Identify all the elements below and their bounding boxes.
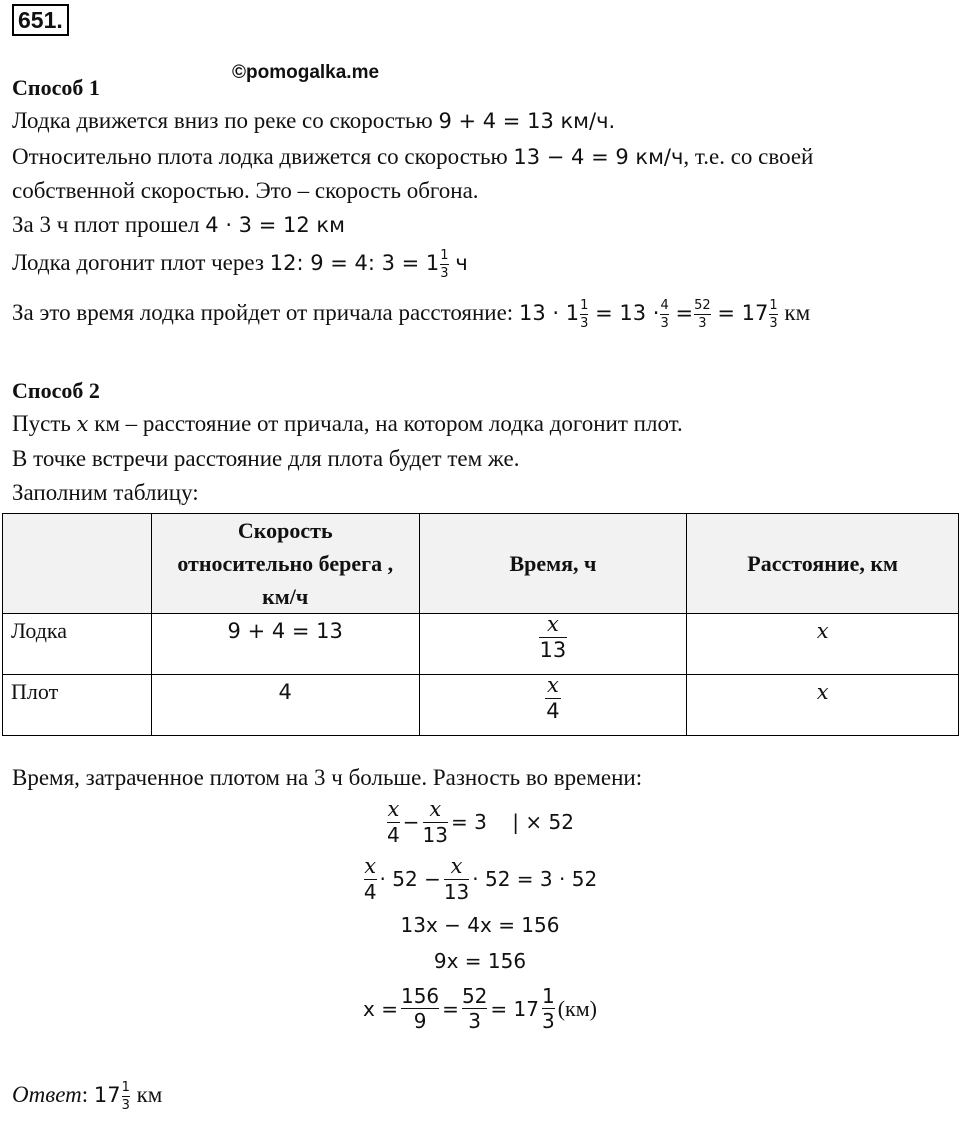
fraction-one-third: $\frac{1}{3}$ [769,298,778,332]
method2-line3: Заполним таблицу: [12,480,199,505]
speed-time-distance-table [2,513,959,736]
row-speed: 9 + 4 = 13 [151,614,419,675]
row-time: $\frac{x}{13}$ [419,614,687,675]
method1-line4: За 3 ч плот прошел 4 · 3 = 12 км [12,212,345,237]
row-distance: x [687,614,959,675]
table-header-time: Время, ч [419,514,687,614]
equation-3: 13x − 4x = 156 [400,913,560,937]
equation-1: $\frac{x}{4}$ − $\frac{x}{13}$ = 3 | × 52 [387,797,574,847]
method1-line2: Относительно плота лодка движется со скоростью 13 − 4 = 9 км/ч, т.е. со своей [12,144,814,169]
fraction-fiftytwo-thirds: $\frac{52}{3}$ [694,298,711,332]
equation-2: $\frac{x}{4}$ · 52 − $\frac{x}{13}$ · 52 = 3 · 52 [363,854,598,904]
row-speed: 4 [151,675,419,736]
row-label: Лодка [3,614,152,675]
method2-heading: Способ 2 [12,378,100,403]
solution-intro: Время, затраченное плотом на 3 ч больше. Разность во времени: [12,765,643,790]
table-row [3,614,959,675]
method1-line6: За это время лодка пройдет от причала расстояние: 13 · 1 $\frac{1}{3}$ = 13 · $\frac{4}{3}$ = $\frac{52}{3}$ = 17 $\frac{1}{3}$ км [12,298,811,332]
table-header-distance: Расстояние, км [687,514,959,614]
problem-number: 651. [12,4,69,36]
fraction-one-third: $\frac{1}{3}$ [121,1080,130,1114]
method1-line1: Лодка движется вниз по реке со скоростью 9 + 4 = 13 км/ч. [12,108,616,133]
answer-line: Ответ: 17 $\frac{1}{3}$ км [12,1080,163,1114]
table-header-row [3,514,959,614]
answer-label: Ответ [12,1082,82,1107]
fraction-one-third: $\frac{1}{3}$ [580,298,589,332]
table-row [3,675,959,736]
method1-heading: Способ 1 [12,75,100,100]
table-header-speed: Скорость относительно берега , км/ч [151,514,419,614]
method2-line1: Пусть x км – расстояние от причала, на котором лодка догонит плот. [12,411,683,436]
fraction-one-third: $\frac{1}{3}$ [440,248,449,282]
method1-line3: собственной скоростью. Это – скорость обгона. [12,178,479,203]
equation-5: x = $\frac{156}{9}$ = $\frac{52}{3}$ = 17 $\frac{1}{3}$ (км) [363,984,597,1033]
method2-line2: В точке встречи расстояние для плота будет тем же. [12,446,520,471]
row-time: $\frac{x}{4}$ [419,675,687,736]
table-header-empty [3,514,152,614]
fraction-four-thirds: $\frac{4}{3}$ [660,298,669,332]
row-label: Плот [3,675,152,736]
watermark: ©pomogalka.me [232,62,380,83]
equation-4: 9x = 156 [433,949,527,973]
row-distance: x [687,675,959,736]
method1-line5: Лодка догонит плот через 12: 9 = 4: 3 = 1 $\frac{1}{3}$ ч [12,248,468,282]
